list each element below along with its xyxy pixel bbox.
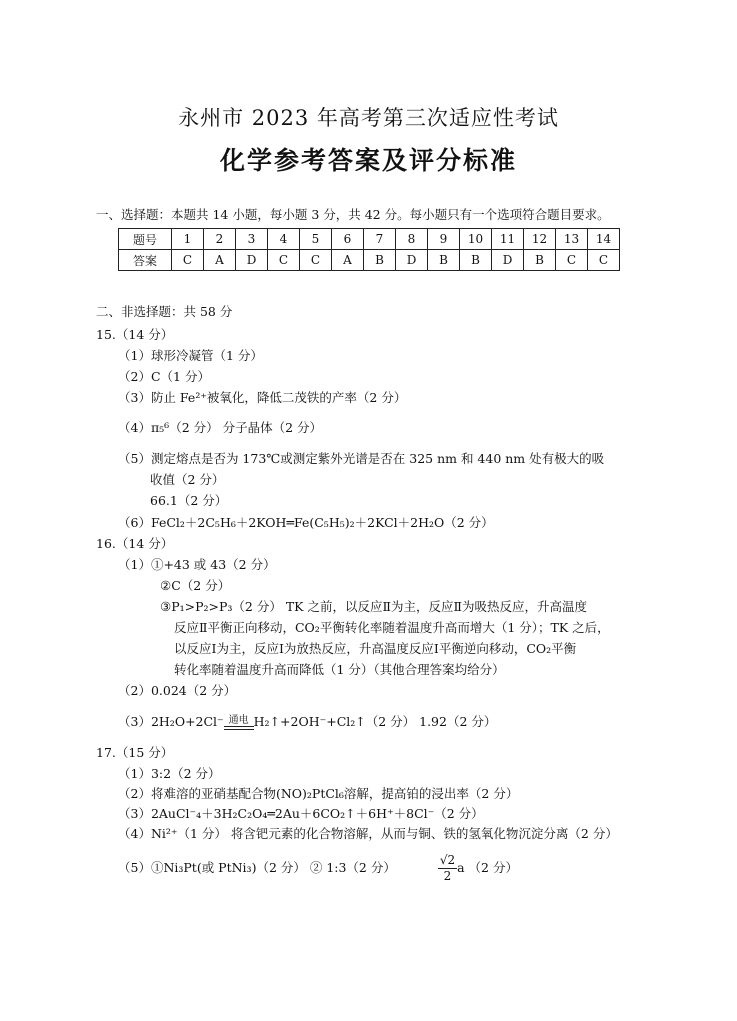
q17-part3: （3）2AuCl⁻₄＋3H₂C₂O₄═2Au＋6CO₂↑＋6H⁺＋8Cl⁻（2 分） — [118, 806, 484, 821]
q16-part3-products: H₂↑+2OH⁻+Cl₂↑（2 分） 1.92（2 分） — [253, 714, 497, 729]
q15-part2: （2）C（1 分） — [118, 369, 210, 384]
answer-cell: D — [396, 250, 428, 271]
section2-heading: 二、非选择题：共 58 分 — [96, 304, 233, 319]
question-number: 6 — [332, 229, 364, 250]
answer-cell: C — [268, 250, 300, 271]
q15-part5-line3: 66.1（2 分） — [150, 493, 228, 508]
q16-part3 — [118, 714, 496, 730]
answer-cell: A — [204, 250, 236, 271]
answer-table-number-row — [119, 229, 620, 250]
table-header-number: 题号 — [119, 229, 172, 250]
q15-part3: （3）防止 Fe²⁺被氧化，降低二茂铁的产率（2 分） — [118, 390, 407, 405]
answer-cell: A — [332, 250, 364, 271]
question-number: 7 — [364, 229, 396, 250]
question-number: 14 — [588, 229, 620, 250]
q15-part5-line2: 收值（2 分） — [150, 472, 225, 487]
q17-part5-text: （5）①Ni₃Pt(或 PtNi₃)（2 分） ② 1:3（2 分） — [118, 860, 396, 875]
q17-part5-tail: a （2 分） — [457, 860, 518, 875]
answer-cell: B — [524, 250, 556, 271]
answer-table-answer-row — [119, 250, 620, 271]
question-number: 4 — [268, 229, 300, 250]
q17-part4: （4）Ni²⁺（1 分） 将含钯元素的化合物溶解，从而与铜、铁的氢氧化物沉淀分离（2 分） — [118, 826, 618, 841]
answer-cell: D — [236, 250, 268, 271]
answer-cell: B — [364, 250, 396, 271]
answer-table — [118, 228, 620, 271]
document-subtitle: 化学参考答案及评分标准 — [219, 146, 517, 175]
answer-cell: C — [588, 250, 620, 271]
q16-part1-a: （1）①+43 或 43（2 分） — [118, 557, 276, 572]
fraction-denominator: 2 — [443, 869, 452, 883]
q16-part1-e: 以反应Ⅰ为主，反应Ⅰ为放热反应，升高温度反应Ⅰ平衡逆向移动，CO₂平衡 — [174, 641, 577, 656]
q16-header: 16.（14 分） — [96, 536, 174, 551]
answer-cell: B — [428, 250, 460, 271]
section1-heading: 一、选择题：本题共 14 小题，每小题 3 分，共 42 分。每小题只有一个选项符合题目要求。 — [96, 207, 610, 222]
question-number: 8 — [396, 229, 428, 250]
question-number: 12 — [524, 229, 556, 250]
q15-part6: （6）FeCl₂＋2C₅H₆＋2KOH═Fe(C₅H₅)₂＋2KCl＋2H₂O（2 分） — [118, 515, 494, 530]
question-number: 9 — [428, 229, 460, 250]
fraction-numerator: √2 — [439, 853, 456, 867]
answer-cell: D — [492, 250, 524, 271]
double-bar-icon — [224, 726, 254, 730]
q16-part1-f: 转化率随着温度升高而降低（1 分）（其他合理答案均给分） — [174, 662, 505, 677]
q15-part1: （1）球形冷凝管（1 分） — [118, 348, 263, 363]
q17-part1: （1）3:2（2 分） — [118, 766, 221, 781]
q16-part1-b: ②C（2 分） — [160, 578, 231, 593]
exam-title: 永州市 2023 年高考第三次适应性考试 — [178, 106, 559, 130]
answer-cell: C — [300, 250, 332, 271]
question-number: 10 — [460, 229, 492, 250]
electrolysis-equals-sign — [224, 715, 254, 730]
q15-part4: （4）π₅⁶（2 分） 分子晶体（2 分） — [118, 420, 323, 435]
q17-part5 — [118, 853, 518, 884]
question-number: 11 — [492, 229, 524, 250]
answer-cell: C — [556, 250, 588, 271]
question-number: 1 — [172, 229, 204, 250]
answer-cell: C — [172, 250, 204, 271]
q16-part3-reactants: （3）2H₂O+2Cl⁻ — [118, 714, 224, 729]
electrolysis-condition: 通电 — [228, 715, 249, 726]
q16-part1-d: 反应Ⅱ平衡正向移动，CO₂平衡转化率随着温度升高而增大（1 分）；TK 之后， — [174, 620, 610, 635]
answer-cell: B — [460, 250, 492, 271]
question-number: 13 — [556, 229, 588, 250]
sqrt2-over-2-fraction — [438, 853, 457, 884]
table-header-answer: 答案 — [119, 250, 172, 271]
question-number: 5 — [300, 229, 332, 250]
q17-part2: （2）将难溶的亚硝基配合物(NO)₂PtCl₆溶解，提高铂的浸出率（2 分） — [118, 786, 519, 801]
q16-part1-c: ③P₁>P₂>P₃（2 分） TK 之前，以反应Ⅱ为主，反应Ⅱ为吸热反应，升高温度 — [160, 599, 587, 614]
question-number: 2 — [204, 229, 236, 250]
q15-part5-line1: （5）测定熔点是否为 173℃或测定紫外光谱是否在 325 nm 和 440 nm 处有极大的吸 — [118, 451, 605, 466]
q15-header: 15.（14 分） — [96, 327, 174, 342]
question-number: 3 — [236, 229, 268, 250]
q16-part2: （2）0.024（2 分） — [118, 683, 237, 698]
q17-header: 17.（15 分） — [96, 745, 174, 760]
